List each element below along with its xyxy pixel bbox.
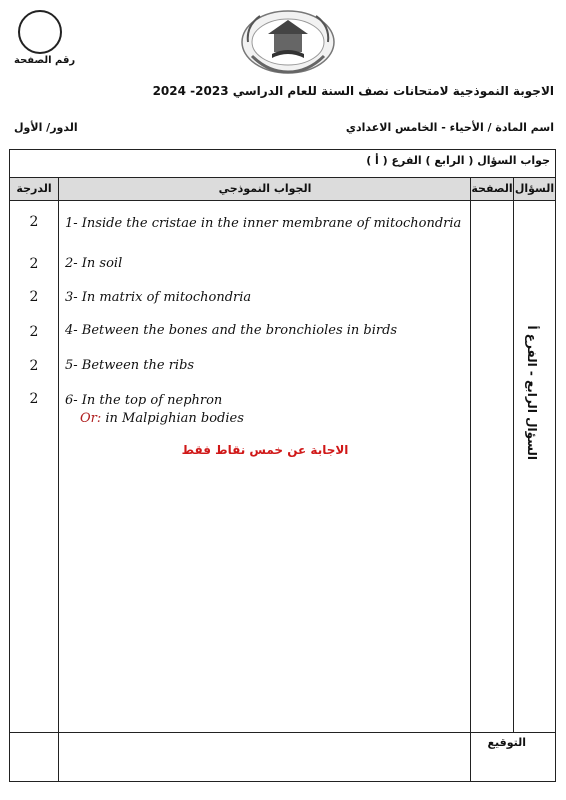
- alternative-answer: [80, 411, 244, 426]
- score-value: 2: [29, 289, 39, 305]
- answer-item: 3- In matrix of mitochondria: [65, 290, 252, 305]
- page-column-title: الصفحة: [471, 182, 513, 195]
- answer-item: 2- In soil: [65, 256, 123, 271]
- column-divider: [513, 178, 514, 733]
- divider: [10, 732, 555, 733]
- answer-item: 6- In the top of nephron: [65, 393, 223, 408]
- question-branch-label: السؤال الرابع - الفرع أ: [525, 325, 539, 460]
- model-answer-column-title: الجواب النموذجي: [218, 182, 312, 195]
- alternative-keyword: Or:: [80, 411, 102, 426]
- score-value: 2: [29, 324, 39, 340]
- alternative-answer-text: in Malpighian bodies: [101, 411, 244, 426]
- score-value: 2: [29, 391, 39, 407]
- divider: [10, 200, 555, 201]
- grading-note: الاجابة عن خمس نقاط فقط: [181, 443, 349, 457]
- score-value: 2: [29, 358, 39, 374]
- score-value: 2: [29, 256, 39, 272]
- column-divider: [58, 178, 59, 781]
- answer-item: 1- Inside the cristae in the inner membrane of mitochondria: [65, 216, 462, 231]
- answer-table: [9, 149, 556, 782]
- exam-round-label: الدور/ الأول: [14, 121, 78, 134]
- column-divider: [470, 178, 471, 781]
- document-title: الاجوبة النموذجية لامتحانات نصف السنة للعام الدراسي 2023- 2024: [152, 84, 554, 98]
- score-column-title: الدرجة: [16, 182, 52, 195]
- answer-item: 4- Between the bones and the bronchioles in birds: [65, 323, 398, 338]
- ministry-emblem-logo: [238, 6, 338, 76]
- answer-section-header: جواب السؤال ( الرابع ) الفرع ( أ ): [366, 154, 550, 167]
- page-number-label: رقم الصفحة: [14, 55, 76, 66]
- answer-item: 5- Between the ribs: [65, 358, 195, 373]
- question-column-title: السؤال: [514, 182, 555, 195]
- page-number-circle: [18, 10, 62, 54]
- score-value: 2: [29, 214, 39, 230]
- subject-label: اسم المادة / الأحياء - الخامس الاعدادي: [345, 121, 554, 134]
- signature-label: التوقيع: [487, 736, 526, 749]
